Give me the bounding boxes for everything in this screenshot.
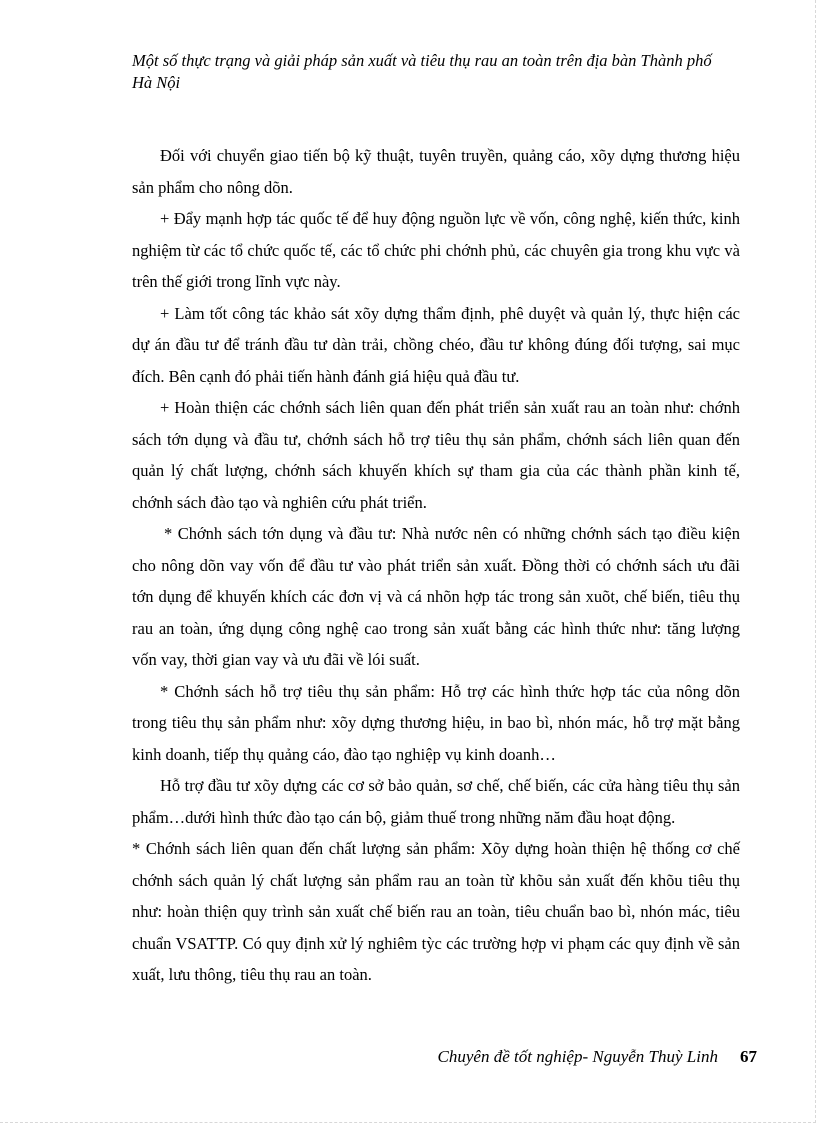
- page-number: 67: [740, 1047, 757, 1066]
- footer-author: Chuyên đề tốt nghiệp- Nguyễn Thuỳ Linh: [437, 1047, 718, 1066]
- paragraph-quality-policy: * Chớnh sách liên quan đến chất lượng sản phẩm: Xõy dựng hoàn thiện hệ thống cơ chế chớnh sách quản lý chất lượng sản phẩm rau an toàn từ khõu sản xuất đến khõu tiêu thụ như: hoàn thiện quy trình sản xuất chế biến rau an toàn, tiêu chuẩn bao bì, nhón mác, tiêu chuẩn VSATTP. Có quy định xử lý nghiêm tỳc các trường hợp vi phạm các quy định về sản xuất, lưu thông, tiêu thụ rau an toàn.: [132, 839, 740, 984]
- paragraph-credit-policy: * Chớnh sách tớn dụng và đầu tư: Nhà nước nên có những chớnh sách tạo điều kiện cho nông dõn vay vốn để đầu tư vào phát triển sản xuất. Đồng thời có chớnh sách ưu đãi tớn dụng để khuyến khích các đơn vị và cá nhõn hợp tác trong sản xuõt, chế biến, tiêu thụ rau an toàn, ứng dụng công nghệ cao trong sản xuất bằng các hình thức như: tăng lượng vốn vay, thời gian vay và ưu đãi về lói suất.: [132, 524, 740, 669]
- paragraph-consumption-support: * Chớnh sách hỗ trợ tiêu thụ sản phẩm: Hỗ trợ các hình thức hợp tác của nông dõn trong tiêu thụ sản phẩm như: xõy dựng thương hiệu, in bao bì, nhón mác, hỗ trợ mặt bằng kinh doanh, tiếp thụ quảng cáo, đào tạo nghiệp vụ kinh doanh…: [132, 681, 740, 764]
- paragraph-investment-survey: + Làm tốt công tác khảo sát xõy dựng thẩm định, phê duyệt và quản lý, thực hiện các dự án đầu tư để tránh đầu tư dàn trải, chồng chéo, đầu tư không đúng đối tượng, sai mục đích. Bên cạnh đó phải tiến hành đánh giá hiệu quả đầu tư.: [132, 303, 740, 386]
- document-body: [132, 140, 740, 991]
- paragraph-policy-improvement: + Hoàn thiện các chớnh sách liên quan đến phát triển sản xuất rau an toàn như: chớnh sách tớn dụng và đầu tư, chớnh sách hỗ trợ tiêu thụ sản phẩm, chớnh sách liên quan đến quản lý chất lượng, chớnh sách khuyến khích sự tham gia của các thành phần kinh tế, chớnh sách đào tạo và nghiên cứu phát triển.: [132, 398, 740, 512]
- paragraph-facility-investment: Hỗ trợ đầu tư xõy dựng các cơ sở bảo quản, sơ chế, chế biến, các cửa hàng tiêu thụ sản phẩm…dưới hình thức đào tạo cán bộ, giảm thuế trong những năm đầu hoạt động.: [132, 776, 740, 827]
- paragraph-international-cooperation: + Đẩy mạnh hợp tác quốc tế để huy động nguồn lực về vốn, công nghệ, kiến thức, kinh nghiệm từ các tổ chức quốc tế, các tổ chức phi chớnh phủ, các chuyên gia trong khu vực và trên thế giới trong lĩnh vực này.: [132, 209, 740, 291]
- running-header: Một số thực trạng và giải pháp sản xuất và tiêu thụ rau an toàn trên địa bàn Thành phố Hà Nội: [132, 51, 712, 92]
- page-footer: [0, 1047, 757, 1067]
- paragraph-tech-transfer: Đối với chuyển giao tiến bộ kỹ thuật, tuyên truyền, quảng cáo, xõy dựng thương hiệu sản phẩm cho nông dõn.: [132, 146, 740, 197]
